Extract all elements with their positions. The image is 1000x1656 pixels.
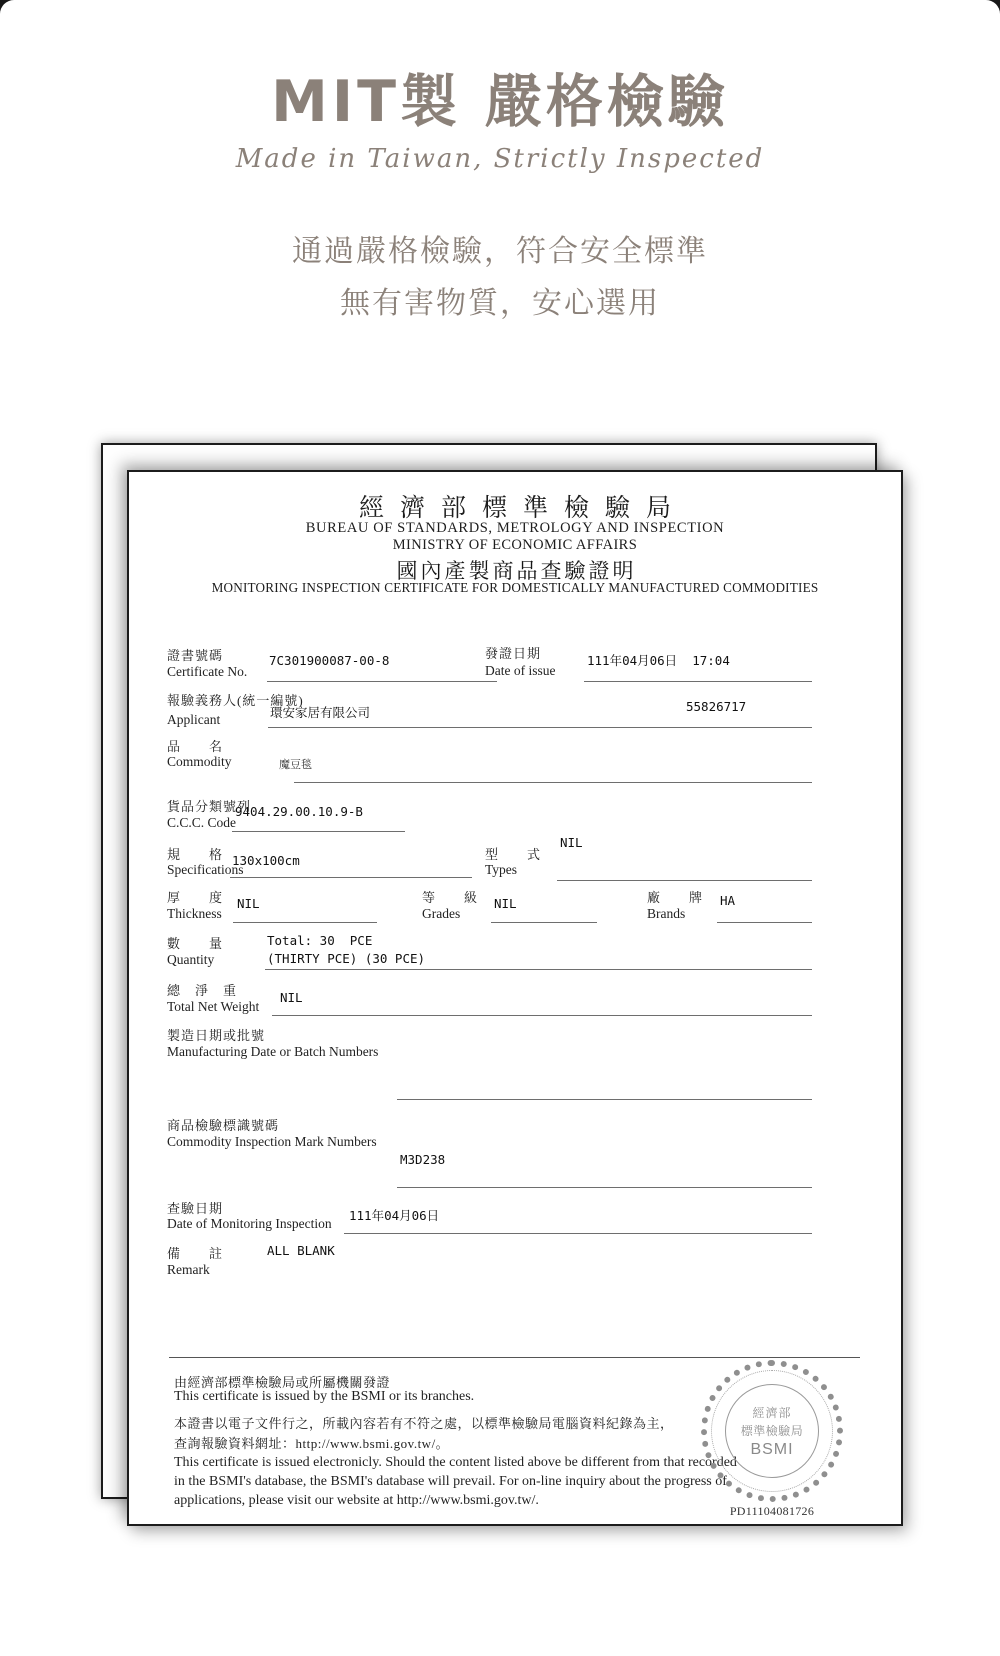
hero-claim-line-1: 通過嚴格檢驗，符合安全標準 (292, 234, 708, 269)
types-value: NIL (560, 835, 583, 850)
total-net-weight-value: NIL (280, 990, 303, 1005)
specifications-value: 130x100cm (232, 853, 300, 868)
field-underline (272, 1015, 812, 1016)
footer-note2-zh-line2: 查詢報驗資料網址：http://www.bsmi.gov.tw/。 (174, 1436, 450, 1451)
remark-label-zh: 備 註 (167, 1246, 224, 1261)
date-of-issue-label-zh: 發證日期 (485, 646, 542, 661)
ccc-code-label-en: C.C.C. Code (167, 815, 237, 830)
thickness-value: NIL (237, 896, 260, 911)
seal-text-zh2: 標準檢驗局 (740, 1423, 804, 1438)
field-underline (230, 877, 472, 878)
footer-note1-zh: 由經濟部標準檢驗局或所屬機關發證 (174, 1375, 391, 1390)
total-net-weight-label-en: Total Net Weight (167, 999, 260, 1014)
field-underline (294, 782, 812, 783)
hero-claim-line-2: 無有害物質，安心選用 (340, 286, 660, 321)
field-underline (397, 1187, 812, 1188)
total-net-weight-label-zh: 總 淨 重 (167, 983, 238, 998)
certificate-title-en: MONITORING INSPECTION CERTIFICATE FOR DOMESTICALLY MANUFACTURED COMMODITIES (211, 580, 819, 595)
monitoring-date-value: 111年04月06日 (349, 1208, 440, 1223)
hero-subtitle: Made in Taiwan, Strictly Inspected (235, 144, 765, 174)
types-label-zh: 型 式 (485, 847, 542, 862)
hero-title: MIT製 嚴格檢驗 (271, 69, 729, 135)
applicant-label-zh: 報驗義務人(統一編號) (167, 693, 304, 708)
certificate-no-label-en: Certificate No. (167, 664, 248, 679)
applicant-label-en: Applicant (167, 712, 221, 727)
field-underline (344, 1233, 812, 1234)
commodity-label-en: Commodity (167, 754, 232, 769)
seal-text-zh1: 經濟部 (752, 1405, 792, 1420)
thickness-label-en: Thickness (167, 906, 222, 921)
inspection-mark-label-zh: 商品檢驗標識號碼 (167, 1118, 280, 1133)
field-underline (397, 1099, 812, 1100)
field-underline (233, 922, 377, 923)
certificate-title-zh: 國內產製商品查驗證明 (396, 559, 637, 583)
field-underline (557, 880, 812, 881)
quantity-value-line1: Total: 30 PCE (267, 933, 373, 948)
inspection-mark-label-en: Commodity Inspection Mark Numbers (167, 1134, 377, 1149)
remark-value: ALL BLANK (267, 1243, 335, 1258)
seal-center (725, 1384, 819, 1478)
applicant-value: 環安家居有限公司 (270, 705, 371, 720)
specifications-label-en: Specifications (167, 862, 244, 877)
field-underline (232, 831, 405, 832)
commodity-label-zh: 品 名 (167, 739, 224, 754)
field-underline (584, 681, 812, 682)
thickness-label-zh: 厚 度 (167, 890, 224, 905)
commodity-value: 魔豆毯 (279, 758, 312, 771)
monitoring-date-label-zh: 查驗日期 (167, 1201, 224, 1216)
date-of-issue-label-en: Date of issue (485, 663, 556, 678)
brands-label-en: Brands (647, 906, 686, 921)
certificate-no-label-zh: 證書號碼 (167, 648, 224, 663)
applicant-tax-id: 55826717 (686, 699, 747, 714)
quantity-label-zh: 數 量 (167, 936, 224, 951)
seal-text-en: BSMI (750, 1440, 794, 1458)
grades-label-en: Grades (422, 906, 461, 921)
certificate-no-value: 7C301900087-00-8 (269, 653, 390, 668)
manufacturing-label-en: Manufacturing Date or Batch Numbers (167, 1044, 379, 1059)
ccc-code-value: 9404.29.00.10.9-B (235, 804, 363, 819)
agency-name-en-line1: BUREAU OF STANDARDS, METROLOGY AND INSPECTION (305, 520, 725, 536)
footer-note1-en: This certificate is issued by the BSMI or its branches. (174, 1389, 475, 1404)
field-underline (265, 969, 812, 970)
brands-value: HA (720, 893, 736, 908)
date-of-issue-value: 111年04月06日 17:04 (587, 653, 730, 668)
inspection-mark-value: M3D238 (400, 1152, 446, 1167)
brands-label-zh: 廠 牌 (647, 890, 704, 905)
types-label-en: Types (485, 862, 518, 877)
grades-label-zh: 等 級 (422, 890, 479, 905)
field-underline (491, 922, 597, 923)
ccc-code-label-zh: 貨品分類號列 (167, 799, 252, 814)
certificate-serial-number: PD11104081726 (729, 1504, 815, 1518)
grades-value: NIL (494, 896, 517, 911)
field-underline (267, 681, 497, 682)
monitoring-date-label-en: Date of Monitoring Inspection (167, 1216, 332, 1231)
field-underline (717, 922, 812, 923)
remark-label-en: Remark (167, 1262, 210, 1277)
quantity-value-line2: (THIRTY PCE) (30 PCE) (267, 951, 426, 966)
footer-note2-en: This certificate is issued electronicly. Should the content listed above be different from that recorded in the BSMI's database, the BSMI's database will prevail. For on-line inquiry about the progress of applications, please visit our website at http://www.bsmi.gov.tw/. (174, 1455, 737, 1508)
agency-name-en-line2: MINISTRY OF ECONOMIC AFFAIRS (392, 537, 638, 553)
footer-separator-rule (169, 1357, 860, 1358)
quantity-label-en: Quantity (167, 952, 215, 967)
bsmi-seal (701, 1360, 843, 1502)
agency-name-zh: 經濟部標準檢驗局 (358, 495, 687, 522)
certificate-front-page (127, 470, 903, 1526)
field-underline (268, 727, 812, 728)
specifications-label-zh: 規 格 (167, 847, 224, 862)
manufacturing-label-zh: 製造日期或批號 (167, 1028, 266, 1043)
footer-note2-zh-line1: 本證書以電子文件行之，所載內容若有不符之處，以標準檢驗局電腦資料紀錄為主， (174, 1416, 674, 1431)
